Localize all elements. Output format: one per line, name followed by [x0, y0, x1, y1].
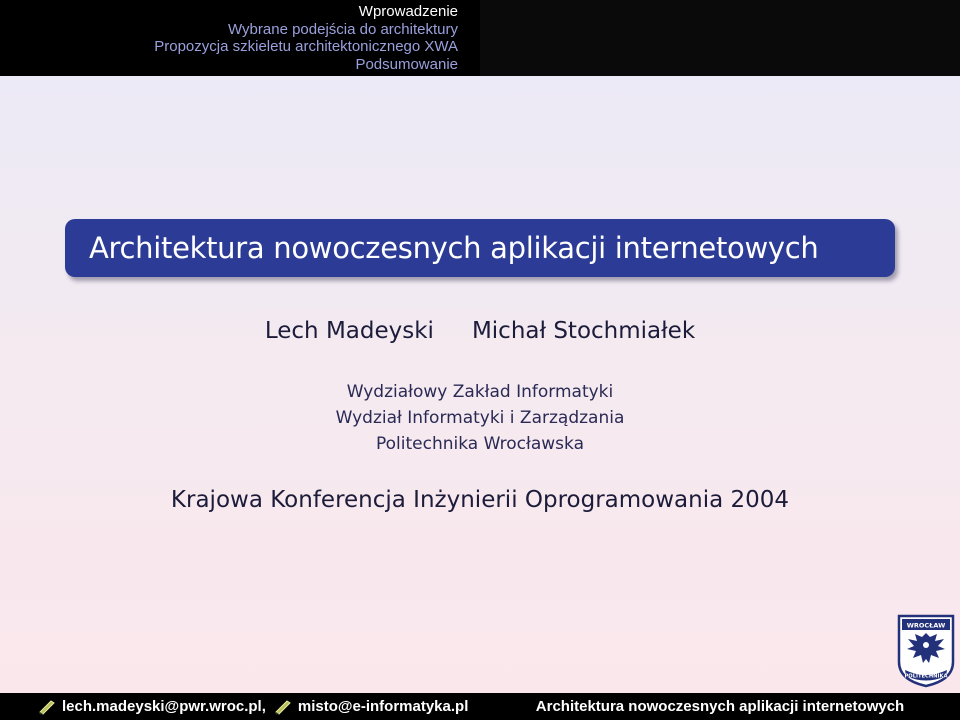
presentation-title: Architektura nowoczesnych aplikacji internetowych	[89, 231, 819, 265]
eagle-crest-icon	[897, 614, 955, 688]
footer-contacts	[0, 693, 480, 720]
section-navigation	[0, 0, 480, 76]
footer-bar	[0, 693, 960, 720]
footer-email-1[interactable]: lech.madeyski@pwr.wroc.pl,	[62, 698, 266, 715]
institution-line-3: Politechnika Wrocławska	[376, 434, 584, 454]
title-box	[65, 219, 895, 277]
footer-email-2[interactable]: misto@e-informatyka.pl	[297, 698, 469, 715]
pencil-icon	[38, 699, 56, 715]
svg-text:POLITECHNIKA: POLITECHNIKA	[904, 673, 948, 680]
nav-section-xwa[interactable]: Propozycja szkieletu architektonicznego XWA	[154, 38, 458, 55]
nav-section-wprowadzenie[interactable]: Wprowadzenie	[358, 3, 458, 20]
author-1: Lech Madeyski	[264, 318, 434, 344]
nav-section-podejscia[interactable]: Wybrane podejścia do architektury	[228, 20, 458, 38]
institution-line-2: Wydział Informatyki i Zarządzania	[335, 408, 625, 428]
conference-name: Krajowa Konferencja Inżynierii Oprogramowania 2004	[170, 487, 790, 513]
politechnika-logo	[897, 614, 955, 688]
top-navigation-bar	[0, 0, 960, 76]
nav-section-podsumowanie[interactable]: Podsumowanie	[355, 55, 458, 73]
pencil-icon	[274, 699, 292, 715]
authors	[0, 318, 960, 344]
footer-title: Architektura nowoczesnych aplikacji internetowych	[535, 698, 905, 715]
navigation-bar-right	[480, 0, 960, 76]
author-2: Michał Stochmiałek	[471, 318, 696, 344]
institution	[0, 379, 960, 457]
institution-line-1: Wydziałowy Zakład Informatyki	[346, 382, 614, 402]
svg-text:WROCŁAW: WROCŁAW	[906, 621, 946, 630]
